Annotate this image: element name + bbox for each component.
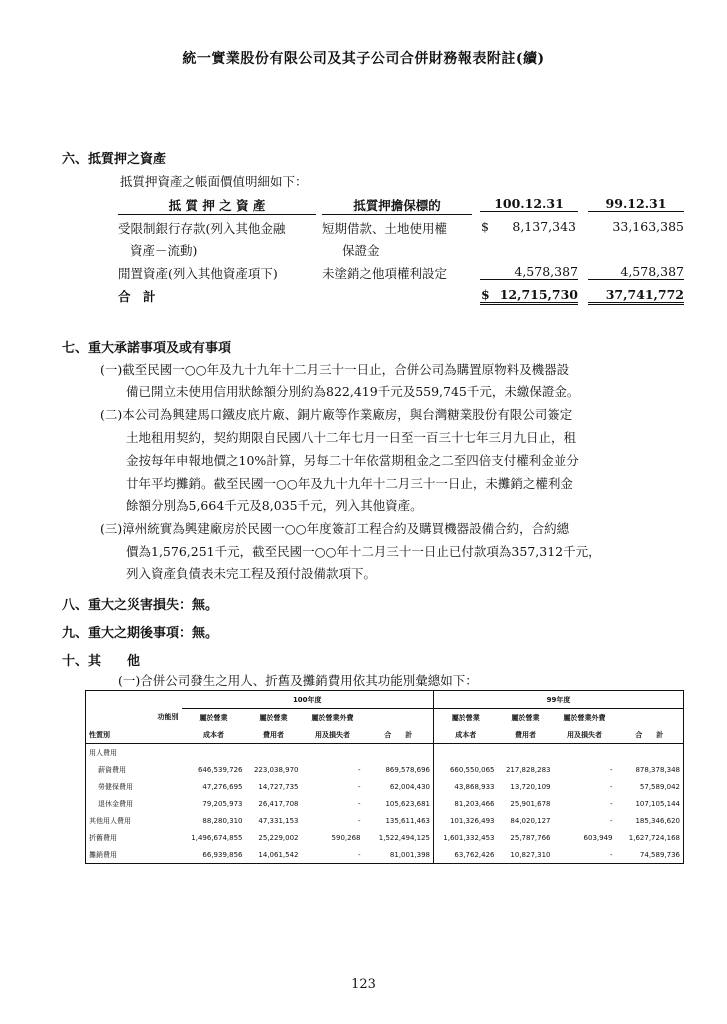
col-nonop-cont: 用及損失者: [315, 730, 350, 739]
table-cell: [616, 744, 684, 762]
total-label: 合 計: [118, 289, 156, 304]
table-cell: 223,038,970: [253, 765, 299, 774]
row1-value-2010: 33,163,385: [612, 219, 684, 234]
col-total: 合 計: [384, 730, 413, 739]
table-cell: [246, 744, 302, 762]
table-row: [86, 829, 684, 846]
table-row: [86, 812, 684, 829]
table-cell: 63,762,426: [434, 846, 498, 864]
col-header-2011: 100.12.31: [480, 196, 578, 212]
page-title: 統一實業股份有限公司及其子公司合併財務報表附註(續): [182, 51, 545, 67]
row1-asset-cont: 資產－流動): [130, 243, 198, 258]
section-7-item2-line2: 土地租用契約，契約期限自民國八十二年七月一日至一百三十七年三月九日止，租: [126, 430, 577, 445]
table-cell: 57,589,042: [639, 782, 680, 791]
nature-label: 性質別: [89, 730, 110, 739]
table-cell: 101,326,493: [434, 812, 498, 829]
row2-value-2011: 4,578,387: [480, 264, 578, 280]
section-7-item1-line2: 備已開立未使用信用狀餘額分別約為822,419千元及559,745千元，未繳保證金。: [126, 384, 580, 399]
col-expense: 屬於營業: [511, 713, 540, 722]
table-cell: -: [357, 816, 361, 825]
table-cell: 590,268: [331, 833, 361, 842]
section-6-heading: 六、抵質押之資產: [62, 152, 167, 167]
row-label: 用人費用: [89, 748, 117, 757]
table-cell: 62,004,430: [389, 782, 430, 791]
section-7-item3: (三)漳州統實為興建廠房於民國一○○年度簽訂工程合約及購買機器設備合約，合約總: [100, 521, 570, 536]
row1-value-2011: 8,137,343: [512, 219, 576, 234]
section-6-intro: 抵質押資產之帳面價值明細如下：: [120, 174, 308, 189]
table-cell: 878,378,348: [635, 765, 680, 774]
table-cell: 135,611,463: [385, 816, 430, 825]
table-cell: [302, 744, 364, 762]
row-label: 退休金費用: [98, 799, 133, 808]
col-cost: 屬於營業: [434, 709, 498, 727]
section-7-item2: (二)本公司為興建馬口鐵皮底片廠、銅片廠等作業廠房，與台灣糖業股份有限公司簽定: [100, 407, 573, 422]
table-cell: 43,868,933: [434, 778, 498, 795]
col-header-asset: 抵 質 押 之 資 產: [118, 196, 316, 215]
total-value-2011: 12,715,730: [480, 287, 578, 305]
table-cell: 74,589,736: [639, 850, 680, 859]
table-cell: 869,578,696: [385, 765, 430, 774]
section-7-item3-line3: 列入資產負債表未完工程及預付設備款項下。: [126, 566, 377, 581]
table-cell: 107,105,144: [635, 799, 680, 808]
row-label: 攤銷費用: [89, 850, 117, 859]
col-expense-cont: 費用者: [263, 730, 284, 739]
row-label: 勞健保費用: [98, 782, 133, 791]
table-cell: -: [609, 799, 613, 808]
table-row: [86, 778, 684, 795]
table-cell: 14,061,542: [258, 850, 299, 859]
col-nonop: 屬於營業外費: [563, 713, 606, 722]
col-cost-cont: 成本者: [203, 730, 224, 739]
table-cell: -: [357, 765, 361, 774]
table-cell: [554, 744, 616, 762]
table-cell: 81,001,398: [389, 850, 430, 859]
row2-purpose: 未塗銷之他項權利設定: [322, 266, 448, 281]
row-label: 其他用人費用: [89, 816, 131, 825]
row2-value-2010: 4,578,387: [588, 264, 684, 280]
table-cell: -: [609, 782, 613, 791]
row1-asset: 受限制銀行存款(列入其他金融: [118, 221, 286, 236]
row1-purpose: 短期借款、土地使用權: [322, 221, 448, 236]
table-cell: 25,229,002: [258, 833, 299, 842]
table-cell: -: [357, 799, 361, 808]
table-cell: 1,601,332,453: [434, 829, 498, 846]
section-9-heading: 九、重大之期後事項：無。: [62, 626, 219, 641]
row1-currency: $: [481, 219, 489, 234]
col-header-2010: 99.12.31: [588, 196, 684, 212]
expense-table: [85, 690, 684, 864]
table-cell: 10,827,310: [510, 850, 551, 859]
section-10-sub: (一)合併公司發生之用人、折舊及攤銷費用依其功能別彙總如下：: [118, 673, 478, 688]
table-cell: 105,623,681: [385, 799, 430, 808]
table-cell: 13,720,109: [510, 782, 551, 791]
table-cell: 185,346,620: [635, 816, 680, 825]
table-cell: 79,205,973: [202, 799, 243, 808]
table-cell: 47,331,153: [258, 816, 299, 825]
col-nonop-cont: 用及損失者: [567, 730, 602, 739]
table-cell: 88,280,310: [202, 816, 243, 825]
table-cell: 47,276,695: [202, 782, 243, 791]
table-cell: 14,727,735: [258, 782, 299, 791]
year-header-2011: 100年度: [182, 691, 434, 709]
table-row: [86, 795, 684, 812]
section-7-item1: (一)截至民國一○○年及九十九年十二月三十一日止，合併公司為購置原物料及機器設: [100, 362, 570, 377]
table-cell: [364, 744, 434, 762]
table-cell: 1,522,494,125: [378, 833, 430, 842]
year-header-2010: 99年度: [434, 691, 684, 709]
table-cell: 66,939,856: [202, 850, 243, 859]
section-7-item3-line2: 價為1,576,251千元，截至民國一○○年十二月三十一日止已付款項為357,312千元，: [126, 544, 601, 559]
row-label: 折舊費用: [89, 833, 117, 842]
col-nonop: 屬於營業外費: [311, 713, 354, 722]
table-cell: 1,627,724,168: [628, 833, 680, 842]
table-cell: [434, 744, 498, 762]
table-cell: [498, 744, 554, 762]
function-label: 功能別: [157, 713, 179, 722]
table-cell: 1,496,674,855: [191, 833, 243, 842]
section-10-heading: 十、其 他: [62, 654, 141, 669]
table-cell: 603,949: [583, 833, 613, 842]
page-number: 123: [351, 977, 376, 992]
col-expense-cont: 費用者: [515, 730, 536, 739]
section-8-heading: 八、重大之災害損失：無。: [62, 598, 219, 613]
total-value-2010: 37,741,772: [588, 287, 684, 305]
table-cell: 660,550,065: [434, 761, 498, 778]
section-7-item2-line5: 餘額分別為5,664千元及8,035千元，列入其他資產。: [126, 498, 423, 513]
table-cell: -: [609, 850, 613, 859]
table-row: [86, 761, 684, 778]
table-cell: -: [357, 850, 361, 859]
col-cost: 屬於營業: [199, 713, 228, 722]
table-cell: 81,203,466: [434, 795, 498, 812]
table-cell: 26,417,708: [258, 799, 299, 808]
section-7-heading: 七、重大承諾事項及或有事項: [62, 341, 232, 356]
col-expense: 屬於營業: [259, 713, 288, 722]
row1-purpose-cont: 保證金: [342, 243, 380, 258]
section-7-item2-line4: 廿年平均攤銷。截至民國一○○年及九十九年十二月三十一日止，未攤銷之權利金: [126, 476, 573, 491]
col-cost-cont: 成本者: [434, 726, 498, 744]
table-cell: -: [357, 782, 361, 791]
row-label: 薪資費用: [98, 765, 126, 774]
table-cell: 25,901,678: [510, 799, 551, 808]
total-currency: $: [481, 287, 490, 302]
section-7-item2-line3: 金按每年申報地價之10%計算，另每二十年依當期租金之二至四倍支付權利金並分: [126, 453, 579, 468]
table-row: [86, 846, 684, 864]
table-cell: 646,539,726: [197, 765, 243, 774]
col-header-purpose: 抵質押擔保標的: [322, 196, 472, 215]
table-cell: [182, 744, 246, 762]
table-cell: 25,787,766: [510, 833, 551, 842]
table-cell: 84,020,127: [510, 816, 551, 825]
table-cell: -: [609, 765, 613, 774]
table-row: [86, 744, 684, 762]
table-cell: 217,828,283: [505, 765, 551, 774]
col-total: 合 計: [635, 730, 664, 739]
table-cell: -: [609, 816, 613, 825]
row2-asset: 閒置資產(列入其他資產項下): [118, 266, 278, 281]
